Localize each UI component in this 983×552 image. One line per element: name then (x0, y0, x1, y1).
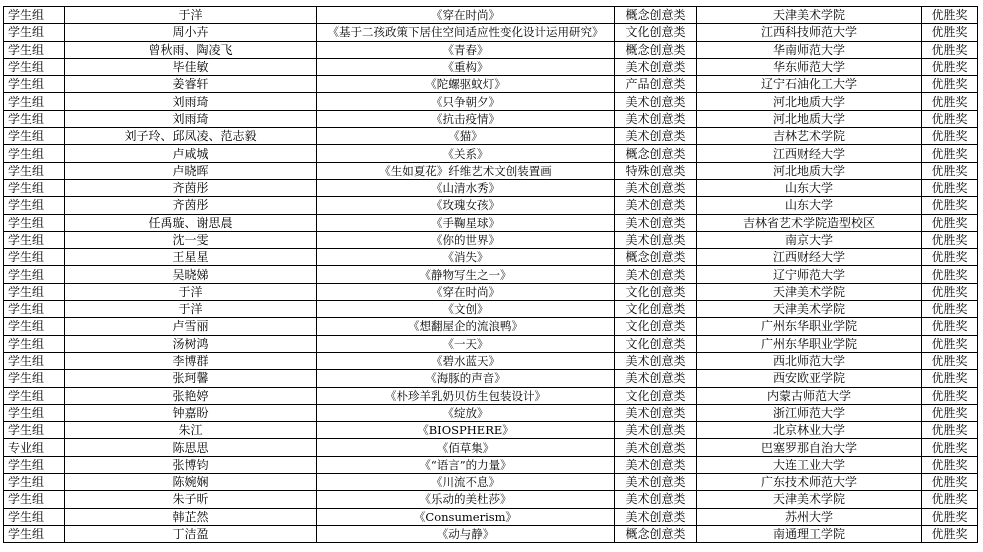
award-cell: 优胜奖 (922, 456, 978, 473)
category-cell: 产品创意类 (615, 76, 697, 93)
award-cell: 优胜奖 (922, 7, 978, 24)
group-cell: 学生组 (4, 162, 65, 179)
group-cell: 学生组 (4, 474, 65, 491)
table-row (4, 335, 978, 352)
school-cell: 河北地质大学 (697, 162, 922, 179)
work-title-cell: 《静物写生之一》 (317, 266, 615, 283)
award-cell: 优胜奖 (922, 41, 978, 58)
school-cell: 山东大学 (697, 179, 922, 196)
author-cell: 韩芷然 (65, 508, 317, 525)
group-cell: 学生组 (4, 93, 65, 110)
school-cell: 吉林艺术学院 (697, 128, 922, 145)
work-title-cell: 《抗击疫情》 (317, 110, 615, 127)
school-cell: 巴塞罗那自治大学 (697, 439, 922, 456)
table-row (4, 439, 978, 456)
table-row (4, 491, 978, 508)
author-cell: 张珂馨 (65, 370, 317, 387)
award-cell: 优胜奖 (922, 439, 978, 456)
author-cell: 沈一雯 (65, 231, 317, 248)
author-cell: 刘雨琦 (65, 110, 317, 127)
award-cell: 优胜奖 (922, 249, 978, 266)
school-cell: 天津美术学院 (697, 491, 922, 508)
school-cell: 天津美术学院 (697, 283, 922, 300)
category-cell: 美术创意类 (615, 491, 697, 508)
author-cell: 卢雪丽 (65, 318, 317, 335)
award-cell: 优胜奖 (922, 508, 978, 525)
work-title-cell: 《一天》 (317, 335, 615, 352)
category-cell: 文化创意类 (615, 335, 697, 352)
author-cell: 刘子玲、邱凤凌、范志毅 (65, 128, 317, 145)
school-cell: 华南师范大学 (697, 41, 922, 58)
work-title-cell: 《山清水秀》 (317, 179, 615, 196)
author-cell: 朱江 (65, 422, 317, 439)
work-title-cell: 《你的世界》 (317, 231, 615, 248)
award-cell: 优胜奖 (922, 76, 978, 93)
group-cell: 学生组 (4, 525, 65, 542)
table-row (4, 76, 978, 93)
award-cell: 优胜奖 (922, 58, 978, 75)
school-cell: 天津美术学院 (697, 7, 922, 24)
author-cell: 吴晓娣 (65, 266, 317, 283)
work-title-cell: 《动与静》 (317, 525, 615, 542)
award-cell: 优胜奖 (922, 24, 978, 41)
school-cell: 河北地质大学 (697, 93, 922, 110)
work-title-cell: 《绽放》 (317, 404, 615, 421)
author-cell: 于洋 (65, 283, 317, 300)
school-cell: 江西财经大学 (697, 249, 922, 266)
school-cell: 辽宁师范大学 (697, 266, 922, 283)
work-title-cell: 《BIOSPHERE》 (317, 422, 615, 439)
group-cell: 学生组 (4, 508, 65, 525)
work-title-cell: 《海豚的声音》 (317, 370, 615, 387)
category-cell: 概念创意类 (615, 7, 697, 24)
category-cell: 美术创意类 (615, 128, 697, 145)
category-cell: 美术创意类 (615, 439, 697, 456)
group-cell: 学生组 (4, 422, 65, 439)
category-cell: 概念创意类 (615, 525, 697, 542)
table-row (4, 370, 978, 387)
group-cell: 学生组 (4, 352, 65, 369)
work-title-cell: 《生如夏花》纤维艺术文创装置画 (317, 162, 615, 179)
category-cell: 美术创意类 (615, 179, 697, 196)
work-title-cell: 《基于二孩政策下居住空间适应性变化设计运用研究》 (317, 24, 615, 41)
award-cell: 优胜奖 (922, 197, 978, 214)
award-cell: 优胜奖 (922, 474, 978, 491)
group-cell: 学生组 (4, 214, 65, 231)
group-cell: 学生组 (4, 197, 65, 214)
school-cell: 吉林省艺术学院造型校区 (697, 214, 922, 231)
group-cell: 学生组 (4, 110, 65, 127)
table-row (4, 525, 978, 542)
table-row (4, 58, 978, 75)
award-cell: 优胜奖 (922, 231, 978, 248)
award-list-body (4, 7, 978, 543)
category-cell: 美术创意类 (615, 352, 697, 369)
table-row (4, 404, 978, 421)
work-title-cell: 《消失》 (317, 249, 615, 266)
group-cell: 学生组 (4, 58, 65, 75)
author-cell: 钟嘉盼 (65, 404, 317, 421)
author-cell: 卢咸城 (65, 145, 317, 162)
school-cell: 江西财经大学 (697, 145, 922, 162)
work-title-cell: 《朴珍羊乳奶贝仿生包装设计》 (317, 387, 615, 404)
author-cell: 陈婉娴 (65, 474, 317, 491)
table-row (4, 301, 978, 318)
category-cell: 文化创意类 (615, 318, 697, 335)
table-row (4, 456, 978, 473)
work-title-cell: 《只争朝夕》 (317, 93, 615, 110)
author-cell: 张博钧 (65, 456, 317, 473)
table-row (4, 93, 978, 110)
author-cell: 于洋 (65, 7, 317, 24)
group-cell: 学生组 (4, 266, 65, 283)
school-cell: 大连工业大学 (697, 456, 922, 473)
author-cell: 周小卉 (65, 24, 317, 41)
category-cell: 概念创意类 (615, 249, 697, 266)
group-cell: 学生组 (4, 76, 65, 93)
work-title-cell: 《穿在时尚》 (317, 7, 615, 24)
author-cell: 曾秋雨、陶凌飞 (65, 41, 317, 58)
category-cell: 美术创意类 (615, 404, 697, 421)
category-cell: 美术创意类 (615, 456, 697, 473)
group-cell: 学生组 (4, 24, 65, 41)
school-cell: 广州东华职业学院 (697, 318, 922, 335)
group-cell: 学生组 (4, 41, 65, 58)
work-title-cell: 《猫》 (317, 128, 615, 145)
table-row (4, 179, 978, 196)
award-cell: 优胜奖 (922, 387, 978, 404)
school-cell: 内蒙古师范大学 (697, 387, 922, 404)
category-cell: 美术创意类 (615, 58, 697, 75)
category-cell: 美术创意类 (615, 474, 697, 491)
group-cell: 学生组 (4, 318, 65, 335)
school-cell: 广东技术师范大学 (697, 474, 922, 491)
award-cell: 优胜奖 (922, 422, 978, 439)
work-title-cell: 《手鞠星球》 (317, 214, 615, 231)
table-row (4, 128, 978, 145)
award-cell: 优胜奖 (922, 110, 978, 127)
category-cell: 文化创意类 (615, 283, 697, 300)
table-row (4, 7, 978, 24)
group-cell: 学生组 (4, 128, 65, 145)
award-cell: 优胜奖 (922, 318, 978, 335)
award-cell: 优胜奖 (922, 352, 978, 369)
category-cell: 美术创意类 (615, 508, 697, 525)
author-cell: 李博群 (65, 352, 317, 369)
award-cell: 优胜奖 (922, 162, 978, 179)
table-row (4, 249, 978, 266)
table-row (4, 422, 978, 439)
award-cell: 优胜奖 (922, 491, 978, 508)
work-title-cell: 《陀螺驱蚊灯》 (317, 76, 615, 93)
author-cell: 齐茵彤 (65, 179, 317, 196)
group-cell: 学生组 (4, 387, 65, 404)
school-cell: 华东师范大学 (697, 58, 922, 75)
school-cell: 南通理工学院 (697, 525, 922, 542)
author-cell: 丁洁盈 (65, 525, 317, 542)
school-cell: 广州东华职业学院 (697, 335, 922, 352)
award-cell: 优胜奖 (922, 179, 978, 196)
table-row (4, 474, 978, 491)
author-cell: 刘雨琦 (65, 93, 317, 110)
award-cell: 优胜奖 (922, 301, 978, 318)
group-cell: 学生组 (4, 456, 65, 473)
school-cell: 河北地质大学 (697, 110, 922, 127)
category-cell: 美术创意类 (615, 422, 697, 439)
group-cell: 学生组 (4, 249, 65, 266)
award-cell: 优胜奖 (922, 370, 978, 387)
table-row (4, 508, 978, 525)
group-cell: 学生组 (4, 7, 65, 24)
category-cell: 美术创意类 (615, 214, 697, 231)
group-cell: 学生组 (4, 335, 65, 352)
group-cell: 学生组 (4, 179, 65, 196)
work-title-cell: 《重构》 (317, 58, 615, 75)
work-title-cell: 《“语言”的力量》 (317, 456, 615, 473)
author-cell: 于洋 (65, 301, 317, 318)
table-row (4, 283, 978, 300)
award-cell: 优胜奖 (922, 335, 978, 352)
author-cell: 齐茵彤 (65, 197, 317, 214)
group-cell: 专业组 (4, 439, 65, 456)
author-cell: 王星星 (65, 249, 317, 266)
group-cell: 学生组 (4, 370, 65, 387)
category-cell: 文化创意类 (615, 301, 697, 318)
work-title-cell: 《川流不息》 (317, 474, 615, 491)
group-cell: 学生组 (4, 301, 65, 318)
author-cell: 任禹璇、谢思晨 (65, 214, 317, 231)
category-cell: 美术创意类 (615, 197, 697, 214)
table-row (4, 318, 978, 335)
award-list-table (3, 6, 978, 543)
work-title-cell: 《Consumerism》 (317, 508, 615, 525)
school-cell: 江西科技师范大学 (697, 24, 922, 41)
table-row (4, 214, 978, 231)
table-row (4, 231, 978, 248)
award-cell: 优胜奖 (922, 404, 978, 421)
category-cell: 文化创意类 (615, 387, 697, 404)
category-cell: 文化创意类 (615, 24, 697, 41)
table-row (4, 162, 978, 179)
school-cell: 西北师范大学 (697, 352, 922, 369)
work-title-cell: 《玫瑰女孩》 (317, 197, 615, 214)
group-cell: 学生组 (4, 231, 65, 248)
school-cell: 天津美术学院 (697, 301, 922, 318)
group-cell: 学生组 (4, 145, 65, 162)
author-cell: 朱子昕 (65, 491, 317, 508)
award-cell: 优胜奖 (922, 93, 978, 110)
category-cell: 概念创意类 (615, 145, 697, 162)
author-cell: 毕佳敏 (65, 58, 317, 75)
table-row (4, 266, 978, 283)
category-cell: 美术创意类 (615, 93, 697, 110)
award-cell: 优胜奖 (922, 283, 978, 300)
school-cell: 西安欧亚学院 (697, 370, 922, 387)
school-cell: 南京大学 (697, 231, 922, 248)
work-title-cell: 《文创》 (317, 301, 615, 318)
author-cell: 陈思思 (65, 439, 317, 456)
school-cell: 北京林业大学 (697, 422, 922, 439)
category-cell: 美术创意类 (615, 231, 697, 248)
work-title-cell: 《想翻屋企的流浪鸭》 (317, 318, 615, 335)
award-cell: 优胜奖 (922, 214, 978, 231)
table-row (4, 110, 978, 127)
group-cell: 学生组 (4, 491, 65, 508)
work-title-cell: 《碧水蓝天》 (317, 352, 615, 369)
work-title-cell: 《佰草集》 (317, 439, 615, 456)
category-cell: 概念创意类 (615, 41, 697, 58)
table-row (4, 41, 978, 58)
school-cell: 浙江师范大学 (697, 404, 922, 421)
category-cell: 美术创意类 (615, 370, 697, 387)
category-cell: 美术创意类 (615, 266, 697, 283)
school-cell: 辽宁石油化工大学 (697, 76, 922, 93)
award-cell: 优胜奖 (922, 525, 978, 542)
table-row (4, 145, 978, 162)
category-cell: 美术创意类 (615, 110, 697, 127)
author-cell: 卢晓晖 (65, 162, 317, 179)
work-title-cell: 《乐动的美杜莎》 (317, 491, 615, 508)
table-row (4, 24, 978, 41)
award-cell: 优胜奖 (922, 128, 978, 145)
table-row (4, 387, 978, 404)
author-cell: 汤树鸿 (65, 335, 317, 352)
school-cell: 山东大学 (697, 197, 922, 214)
school-cell: 苏州大学 (697, 508, 922, 525)
author-cell: 张艳婷 (65, 387, 317, 404)
author-cell: 姜睿轩 (65, 76, 317, 93)
group-cell: 学生组 (4, 404, 65, 421)
award-cell: 优胜奖 (922, 266, 978, 283)
work-title-cell: 《关系》 (317, 145, 615, 162)
table-row (4, 197, 978, 214)
work-title-cell: 《青春》 (317, 41, 615, 58)
group-cell: 学生组 (4, 283, 65, 300)
award-cell: 优胜奖 (922, 145, 978, 162)
work-title-cell: 《穿在时尚》 (317, 283, 615, 300)
category-cell: 特殊创意类 (615, 162, 697, 179)
table-row (4, 352, 978, 369)
